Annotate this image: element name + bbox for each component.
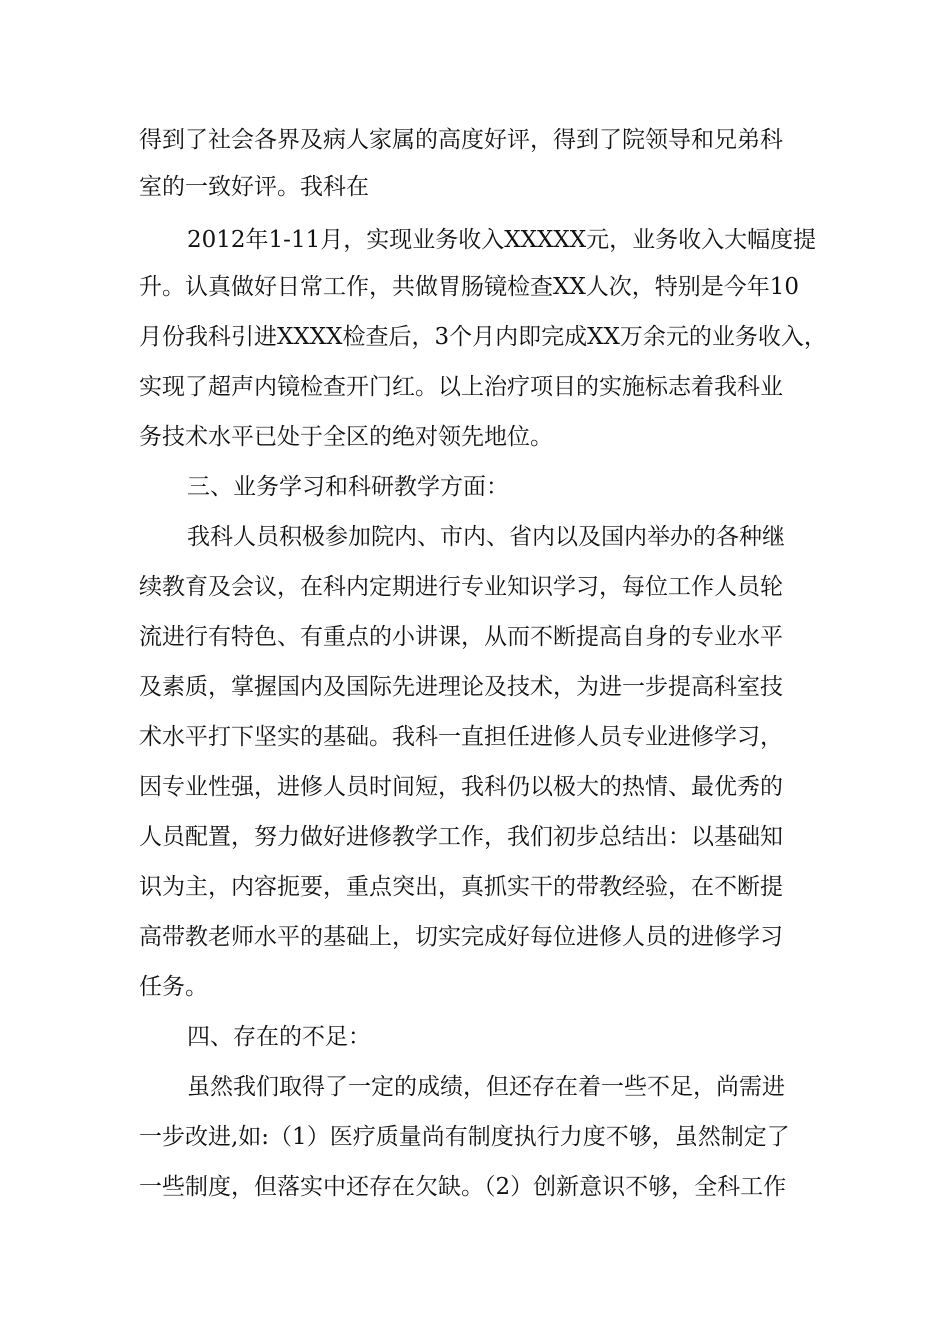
text-line: 识为主，内容扼要，重点突出，真抓实干的带教经验，在不断提: [139, 874, 783, 900]
text-line: 升。认真做好日常工作，共做胃肠镜检查XX人次，特别是今年10: [139, 274, 800, 300]
text-line: 我科人员积极参加院内、市内、省内以及国内举办的各种继: [187, 524, 785, 550]
text-line: 流进行有特色、有重点的小讲课，从而不断提高自身的专业水平: [139, 624, 783, 650]
text-line: 虽然我们取得了一定的成绩，但还存在着一些不足，尚需进: [187, 1074, 785, 1100]
text-line: 术水平打下坚实的基础。我科一直担任进修人员专业进修学习，: [139, 724, 783, 750]
section-heading: 四、存在的不足：: [187, 1024, 371, 1050]
text-line: 实现了超声内镜检查开门红。以上治疗项目的实施标志着我科业: [139, 374, 783, 400]
text-line: 续教育及会议，在科内定期进行专业知识学习，每位工作人员轮: [139, 574, 783, 600]
text-line: 室的一致好评。我科在: [139, 174, 369, 200]
section-heading: 三、业务学习和科研教学方面：: [187, 474, 509, 500]
text-line: 得到了社会各界及病人家属的高度好评，得到了院领导和兄弟科: [139, 127, 783, 153]
text-line: 一些制度，但落实中还存在欠缺。（2）创新意识不够，全科工作: [139, 1174, 787, 1200]
text-line: 一步改进,如:（1）医疗质量尚有制度执行力度不够，虽然制定了: [139, 1124, 790, 1150]
text-line: 务技术水平已处于全区的绝对领先地位。: [139, 424, 553, 450]
text-line: 月份我科引进XXXX检查后，3个月内即完成XX万余元的业务收入，: [139, 324, 827, 350]
text-line: 任务。: [139, 974, 208, 1000]
text-line: 2012年1-11月，实现业务收入XXXXX元，业务收入大幅度提: [187, 227, 817, 253]
text-line: 及素质，掌握国内及国际先进理论及技术，为进一步提高科室技: [139, 674, 783, 700]
text-line: 高带教老师水平的基础上，切实完成好每位进修人员的进修学习: [139, 924, 783, 950]
text-line: 人员配置，努力做好进修教学工作，我们初步总结出：以基础知: [139, 824, 783, 850]
text-line: 因专业性强，进修人员时间短，我科仍以极大的热情、最优秀的: [139, 774, 783, 800]
